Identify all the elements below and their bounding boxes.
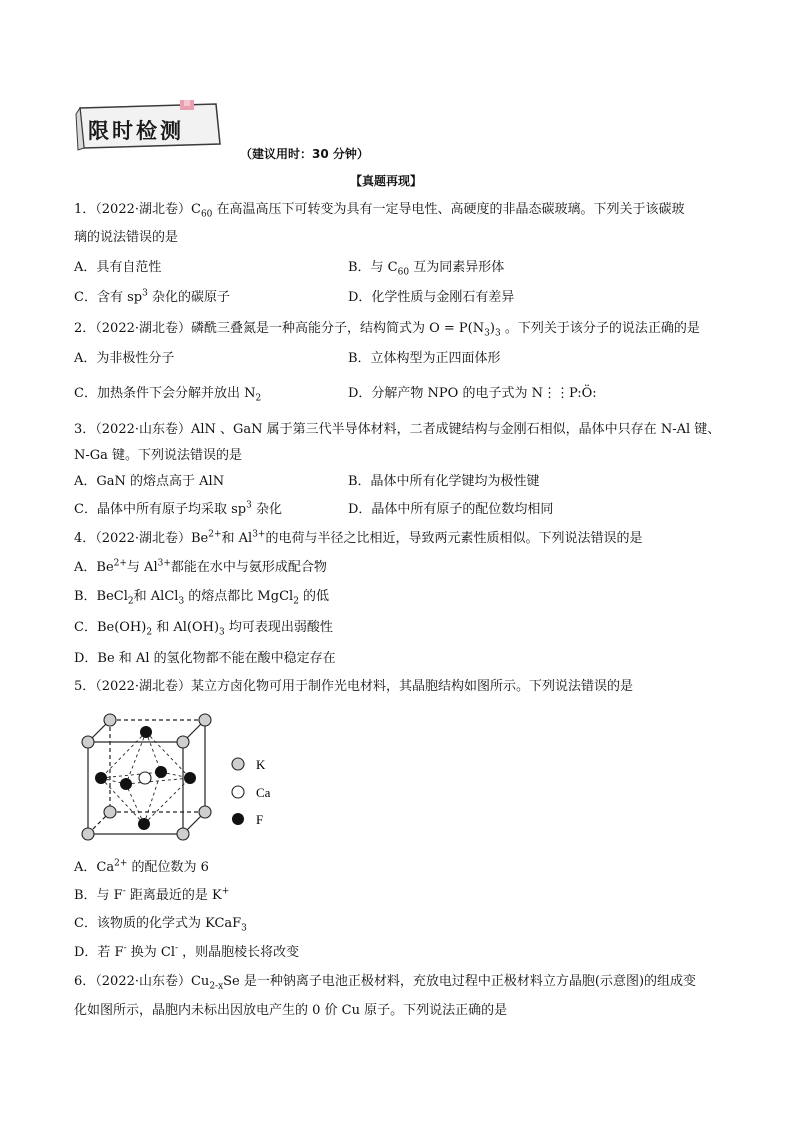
q4-option-b: B．BeCl$_2$和 AlCl$_3$ 的熔点都比 MgCl$_2$ 的低 <box>74 589 330 607</box>
question-6-stem: 6．（2022·山东卷）$Cu_{2-x}Se$ 是一种钠离子电池正极材料，充放电过程中正极材料立方晶胞(示意图)的组成变 <box>74 974 697 992</box>
q2-option-c: C．加热条件下会分解并放出 $N_2$ <box>74 386 262 404</box>
q1-option-c: C．含有 $sp^3$ 杂化的碳原子 <box>74 288 230 305</box>
q4-option-a: A．$Be^{2+}$与 $Al^{3+}$都能在水中与氨形成配合物 <box>74 558 327 575</box>
f-atom <box>155 766 167 778</box>
k-atom <box>82 736 94 748</box>
k-atom <box>199 806 211 818</box>
suggested-time: （建议用时：30 分钟） <box>240 147 369 161</box>
legend-k-label: K <box>256 757 266 772</box>
figure-legend <box>232 757 271 827</box>
f-atom <box>120 778 132 790</box>
question-5-stem: 5．（2022·湖北卷）某立方卤化物可用于制作光电材料，其晶胞结构如图所示。下列说法错误的是 <box>74 679 633 694</box>
k-atom <box>104 806 116 818</box>
legend-ca-label: Ca <box>256 785 271 800</box>
q2-option-b: B．立体构型为正四面体形 <box>348 351 501 366</box>
question-1-stem: 1．（2022·湖北卷）$C_{60}$ 在高温高压下可转变为具有一定导电性、高硬度的非晶态碳玻璃。下列关于该碳玻 <box>74 202 685 220</box>
q1-option-d: D．化学性质与金刚石有差异 <box>348 290 515 305</box>
k-atom <box>199 714 211 726</box>
q5-option-a: A．$Ca^{2+}$ 的配位数为 6 <box>74 858 209 875</box>
page-title: 限时检测 <box>88 119 184 143</box>
f-atom <box>140 726 152 738</box>
question-3-stem-cont: N-Ga 键。下列说法错误的是 <box>74 448 243 463</box>
q4-option-c: C．$Be(OH)_2$ 和 $Al(OH)_3$ 均可表现出弱酸性 <box>74 620 333 638</box>
q5-option-b: B．与 F- 距离最近的是 K+ <box>74 886 230 903</box>
section-heading: 【真题再现】 <box>350 174 423 188</box>
legend-f-marker <box>232 813 244 825</box>
question-4-stem: 4．（2022·湖北卷）$Be^{2+}$和 $Al^{3+}$的电荷与半径之比相近，导致两元素性质相似。下列说法错误的是 <box>74 529 643 546</box>
k-atom <box>82 828 94 840</box>
k-atom <box>177 736 189 748</box>
q2-option-a: A．为非极性分子 <box>74 351 175 366</box>
question-2-stem: 2．（2022·湖北卷）磷酰三叠氮是一种高能分子，结构简式为 $O = P(N_3)_3$ 。下列关于该分子的说法正确的是 <box>74 321 700 339</box>
q3-option-c: C．晶体中所有原子均采取 $sp^3$ 杂化 <box>74 500 282 517</box>
ca-atom <box>139 772 151 784</box>
question-3-stem: 3．（2022·山东卷）AlN 、GaN 属于第三代半导体材料，二者成键结构与金刚石相似，晶体中只存在 N-Al 键、 <box>74 422 721 437</box>
q5-option-c: C．该物质的化学式为 KCaF$_3$ <box>74 916 247 934</box>
q3-option-d: D．晶体中所有原子的配位数均相同 <box>348 502 554 517</box>
question-1-stem-cont: 璃的说法错误的是 <box>74 230 179 245</box>
crystal-cell-figure <box>70 712 290 847</box>
q1-option-a: A．具有自范性 <box>74 260 162 275</box>
q5-option-d: D．若 F- 换为 Cl- ，则晶胞棱长将改变 <box>74 943 300 960</box>
f-atom <box>138 818 150 830</box>
q3-option-a: A．GaN 的熔点高于 AlN <box>74 474 225 489</box>
k-atom <box>177 828 189 840</box>
q4-option-d: D．Be 和 Al 的氢化物都不能在酸中稳定存在 <box>74 651 336 666</box>
q2-option-d: D．分解产物 NPO 的电子式为 N⋮⋮P:Ö: <box>348 386 597 401</box>
q3-option-b: B．晶体中所有化学键均为极性键 <box>348 474 540 489</box>
legend-f-label: F <box>256 812 264 827</box>
legend-ca-marker <box>232 786 244 798</box>
f-atom <box>184 772 196 784</box>
legend-k-marker <box>232 758 244 770</box>
question-6-stem-cont: 化如图所示，晶胞内未标出因放电产生的 0 价 Cu 原子。下列说法正确的是 <box>74 1003 508 1018</box>
f-atom <box>95 772 107 784</box>
q1-option-b: B．与 $C_{60}$ 互为同素异形体 <box>348 260 505 278</box>
k-atom <box>104 714 116 726</box>
